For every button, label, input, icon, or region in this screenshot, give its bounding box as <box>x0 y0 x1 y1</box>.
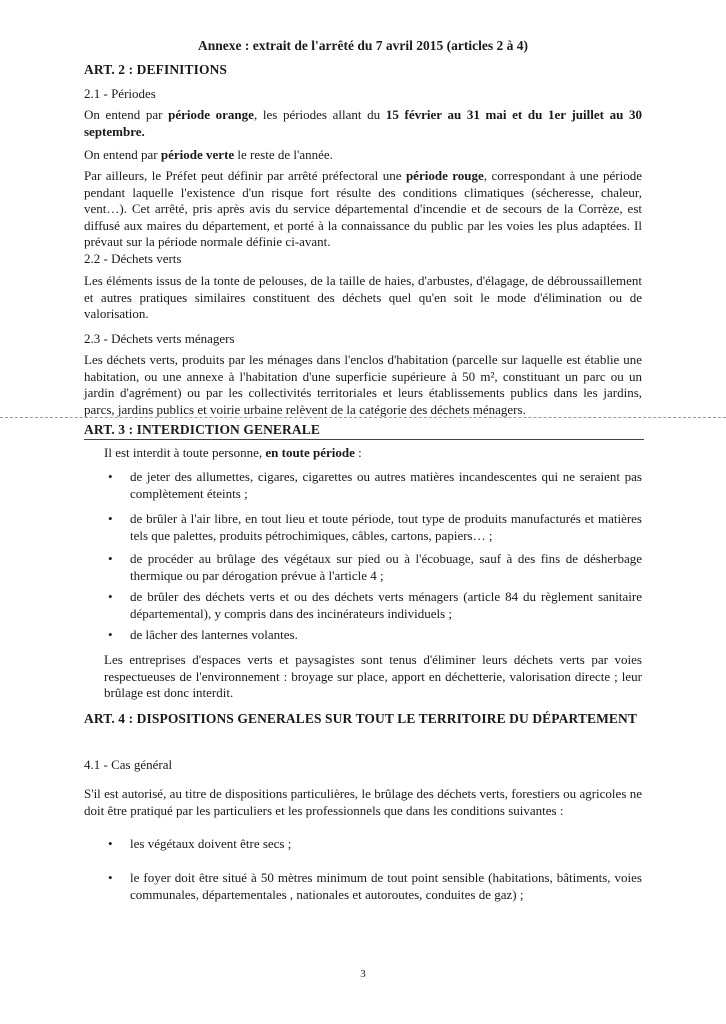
art4-bullet-2: le foyer doit être situé à 50 mètres minimum de tout point sensible (habitations, bâtiments, voies communales, départementales , nationales et autoroutes, conduites de gaz) ; <box>130 870 642 902</box>
text-run: , les périodes allant du <box>253 107 386 122</box>
period-orange-term: période orange <box>168 107 254 122</box>
art4-bullet-1: les végétaux doivent être secs ; <box>130 836 292 851</box>
period-red-term: période rouge <box>405 168 484 183</box>
section-4-1-heading: 4.1 - Cas général <box>84 757 173 772</box>
document-title: Annexe : extrait de l'arrêté du 7 avril 2015 (articles 2 à 4) <box>198 38 528 53</box>
art2-heading: ART. 2 : DEFINITIONS <box>84 62 228 77</box>
bullet-marker: • <box>108 469 113 484</box>
text-run: Il est interdit à toute personne, <box>104 445 266 460</box>
art3-bullet-5: de lâcher des lanternes volantes. <box>130 627 298 642</box>
section-2-1-paragraph-3 <box>84 168 642 251</box>
section-2-1-heading: 2.1 - Périodes <box>84 86 156 101</box>
section-2-1-paragraph-2 <box>84 147 642 164</box>
art3-bullet-2: de brûler à l'air libre, en tout lieu et toute période, tout type de produits manufacturés et matières tels que palettes, produits pétrochimiques, câbles, cartons, papiers… ; <box>130 511 642 543</box>
section-2-2-paragraph: Les éléments issus de la tonte de pelouses, de la taille de haies, d'arbustes, d'élagage, de débroussaillement et autres pratiques similaires constituent des déchets quel qu'en soit le mode d'élimination ou de valorisation. <box>84 273 642 321</box>
page-number: 3 <box>360 968 366 980</box>
text-run: Par ailleurs, le Préfet peut définir par arrêté préfectoral une <box>84 168 406 183</box>
art3-heading: ART. 3 : INTERDICTION GENERALE <box>84 422 320 437</box>
bullet-marker: • <box>108 589 113 604</box>
bullet-marker: • <box>108 870 113 885</box>
art3-closing: Les entreprises d'espaces verts et paysagistes sont tenus d'éliminer leurs déchets verts par voies respectueuses de l'environnement : broyage sur place, apport en déchetterie, valorisation directe ; leur brûlage est donc interdit. <box>104 652 642 700</box>
bullet-marker: • <box>108 511 113 526</box>
art3-bullet-3: de procéder au brûlage des végétaux sur pied ou à l'écobuage, sauf à des fins de désherbage thermique ou par dérogation prévue à l'article 4 ; <box>130 551 642 583</box>
art3-bullet-4: de brûler des déchets verts et ou des déchets verts ménagers (article 84 du règlement sanitaire départemental), y compris dans des incinérateurs individuels ; <box>130 589 642 621</box>
art4-heading: ART. 4 : DISPOSITIONS GENERALES SUR TOUT LE TERRITOIRE DU DÉPARTEMENT <box>84 711 637 726</box>
text-run: le reste de l'année. <box>234 147 333 162</box>
section-4-1-paragraph: S'il est autorisé, au titre de dispositions particulières, le brûlage des déchets verts, forestiers ou agricoles ne doit être pratiqué par les particuliers et les professionnels que dans les conditions suivantes : <box>84 786 642 818</box>
text-run: On entend par <box>84 147 161 162</box>
bullet-marker: • <box>108 551 113 566</box>
period-green-term: période verte <box>160 147 235 162</box>
scan-dashed-line <box>0 417 726 418</box>
art3-bullet-1: de jeter des allumettes, cigares, cigarettes ou autres matières incandescentes qui ne seraient pas complètement éteints ; <box>130 469 642 501</box>
text-run: : <box>354 445 362 460</box>
text-run: On entend par <box>84 107 169 122</box>
bullet-marker: • <box>108 627 113 642</box>
all-periods-term: en toute période <box>265 445 355 460</box>
section-2-2-heading: 2.2 - Déchets verts <box>84 251 182 266</box>
bullet-marker: • <box>108 836 113 851</box>
text-run: , correspondant à une période pendant laquelle l'existence d'un risque fort résulte des conditions climatiques (sécheresse, chaleur, vent…). Cet arrêté, pris après avis du service départemental d'incendie et de secours de la Corrèze, est diffusé aux maires du département, et porté à la connaissance du public par les voies les plus adaptées. Il prévaut sur la période normale définie ci-avant. <box>84 168 642 249</box>
section-2-3-heading: 2.3 - Déchets verts ménagers <box>84 331 235 346</box>
section-2-1-paragraph-1 <box>84 107 642 140</box>
art3-heading-rule <box>84 439 644 440</box>
section-2-3-paragraph: Les déchets verts, produits par les ménages dans l'enclos d'habitation (parcelle sur laquelle est établie une habitation, ou une annexe à l'habitation d'une superficie supérieure à 50 m², constituant un parc ou un jardin d'agrément) ou par les collectivités territoriales et leurs établissements publics dans les jardins, parcs, jardins publics et voirie urbaine relèvent de la catégorie des déchets ménagers. <box>84 352 642 417</box>
period-orange-dates: 15 février au 31 mai et du 1er juillet au 30 septembre. <box>84 107 643 139</box>
art3-intro <box>104 445 642 462</box>
